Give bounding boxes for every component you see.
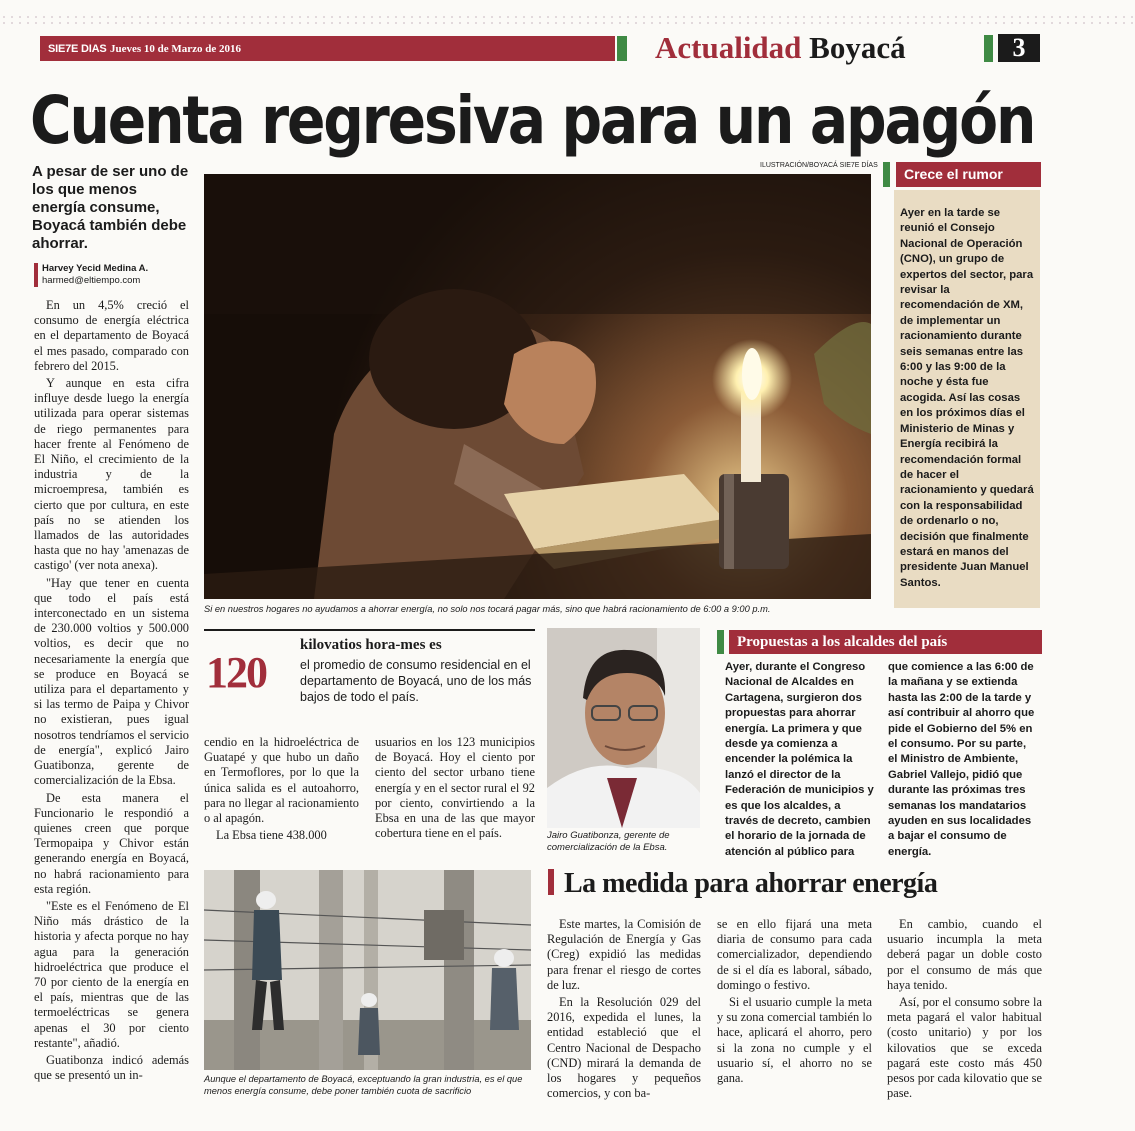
factbox-text: el promedio de consumo residencial en el departamento de Boyacá, uno de los más bajos de todo el país.	[300, 658, 532, 704]
factbox	[300, 637, 535, 705]
medida-column-1	[547, 917, 701, 1103]
section-name: Actualidad	[655, 30, 802, 65]
top-dot-border	[0, 14, 1135, 24]
headline: Cuenta regresiva para un apagón	[30, 82, 1035, 159]
sidebar-text: Ayer en la tarde se reunió el Consejo Nacional de Operación (CNO), un grupo de expertos del sector, para revisar la recomendación de XM, de implementar un racionamiento durante seis semanas entre las 6:00 y las 9:00 de la noche y ésta fue acogida. Así las cosas en los próximos días el Ministerio de Minas y Energía recibirá la recomendación formal de hacer el racionamiento y quedará con la responsabilidad de ordenarlo o no, decisión que finalmente estará en manos del presidente Juan Manuel Santos.	[900, 207, 1034, 589]
medida-column-2	[717, 917, 872, 1088]
factbox-rule	[204, 629, 535, 631]
medida-title	[548, 868, 937, 900]
proposals-accent	[717, 630, 724, 654]
portrait-illustration	[547, 628, 700, 828]
photo-credit: ILUSTRACIÓN/BOYACÁ SIE7E DÍAS	[760, 162, 878, 169]
section-region: Boyacá	[809, 30, 906, 65]
author-email: harmed@eltiempo.com	[42, 275, 141, 286]
issue-date: Jueves 10 de Marzo de 2016	[110, 42, 242, 55]
paragraph: En un 4,5% creció el consumo de energía eléctrica en el departamento de Boyacá el mes pasado, comparado con febrero del 2015.	[34, 298, 189, 373]
portrait-photo	[547, 628, 700, 828]
paragraph: En la Resolución 029 del 2016, expedida el lunes, la entidad estableció que el Centro Nacional de Despacho (CND) mirará la demanda de los hogares y pequeños comercios, y con ba-	[547, 995, 701, 1101]
proposals-title: Propuestas a los alcaldes del país	[729, 630, 1042, 654]
paragraph: Si el usuario cumple la meta y su zona comercial también lo hace, aplicará el ahorro, pero si la zona no cumple y el usuario sí, el ahorro no se gana.	[717, 995, 872, 1086]
factbox-number: 120	[206, 648, 266, 697]
section-title	[655, 30, 906, 66]
article-column-1	[34, 298, 189, 1085]
article-column-2	[204, 735, 359, 845]
linemen-illustration	[204, 870, 531, 1070]
portrait-caption: Jairo Guatibonza, gerente de comercialización de la Ebsa.	[547, 830, 670, 853]
masthead-accent	[617, 36, 627, 61]
paragraph: Guatibonza indicó además que se presentó un in-	[34, 1052, 189, 1083]
main-photo	[204, 174, 871, 599]
paragraph: "Hay que tener en cuenta que todo el país está interconectado en un sistema de 230.000 voltios y 500.000 voltios, es decir que no necesariamente la energía que se produce en Boyacá se utiliza para el departamento y si las termo de Paipa y Chivor no existieran, pues igual nosotros tendríamos el servicio de energía", explicó Jairo Guatibonza, gerente de comercialización de la Ebsa.	[34, 575, 189, 788]
workers-photo-caption: Aunque el departamento de Boyacá, exceptuando la gran industria, es el que menos energía consume, debe poner también cuota de sacrificio	[204, 1074, 523, 1096]
paragraph: "Este es el Fenómeno de El Niño más drástico de la historia y afecta porque no hay agua para la generación hidroeléctrica que produce el 70 por ciento de la energía en el país, mientras que de las termoeléctricas se genera apenas el 30 por ciento restante", añadió.	[34, 898, 189, 1050]
medida-title-text: La medida para ahorrar energía	[564, 868, 938, 899]
article-column-3	[375, 735, 535, 843]
medida-accent	[548, 869, 554, 895]
paragraph: En cambio, cuando el usuario incumpla la meta deberá pagar un doble costo por el consumo de más que haya tenido.	[887, 917, 1042, 992]
main-photo-caption: Si en nuestros hogares no ayudamos a ahorrar energía, no solo nos tocará pagar más, sino que habrá racionamiento de 6:00 a 9:00 p.m.	[204, 604, 771, 614]
paragraph: usuarios en los 123 municipios de Boyacá. Hoy el ciento por ciento del sector urbano tiene energía y en el sector rural el 92 por ciento, convirtiendo a la Ebsa en una de las que mayor cobertura tiene en el país.	[375, 735, 535, 841]
paragraph: Así, por el consumo sobre la meta pagará el valor habitual (costo unitario) y por los kilovatios que se exceda pagará este costo más 450 pesos por cada kilovatio que se pase.	[887, 995, 1042, 1101]
paragraph: La Ebsa tiene 438.000	[216, 828, 327, 843]
proposals-column-1: Ayer, durante el Congreso Nacional de Alcaldes en Cartagena, surgieron dos propuestas para ahorrar energía. La primera y que desde ya comienza a encender la polémica la lanzó el director de la Federación de municipios y es que los alcaldes, a través de decreto, cambien el horario de la jornada de atención al público para	[725, 661, 874, 858]
author-name: Harvey Yecid Medina A.	[42, 263, 149, 274]
proposals-column-2: que comience a las 6:00 de la mañana y se extienda hasta las 2:00 de la tarde y así contribuir al ahorro que pide el Gobierno del 5% en el consumo. Por su parte, el Ministro de Ambiente, Gabriel Vallejo, pidió que durante las próximas tres semanas los mandatarios ayuden en sus localidades a bajar el consumo de energía.	[888, 661, 1035, 858]
workers-photo	[204, 870, 531, 1070]
paragraph: Este martes, la Comisión de Regulación de Energía y Gas (Creg) expidió las medidas para frenar el riesgo de cortes de luz.	[547, 917, 701, 992]
page-number: 3	[998, 34, 1040, 62]
sidebar-accent	[883, 162, 890, 187]
candle-study-illustration	[204, 174, 871, 599]
masthead-bar	[40, 36, 615, 61]
factbox-title: kilovatios hora-mes es	[300, 637, 442, 653]
medida-column-3	[887, 917, 1042, 1103]
paragraph: De esta manera el Funcionario le respondió a quienes creen que porque Termopaipa y Chivor están generando energía en Boyacá, no habrá racionamiento para esta región.	[34, 790, 189, 896]
page-accent	[984, 35, 993, 62]
deck: A pesar de ser uno de los que menos energía consume, Boyacá también debe ahorrar.	[32, 163, 189, 252]
publication-name: SIE7E DIAS	[48, 42, 107, 55]
sidebar-title: Crece el rumor	[896, 162, 1041, 187]
paragraph: Y aunque en esta cifra influye desde luego la energía utilizada para operar sistemas de riego permanentes para hacer frente al Fenómeno de El Niño, el crecimiento de la industria y de la microempresa, también es cierto que por cultura, en este país no se atienden los llamados de las autoridades hasta que no hay 'amenazas de castigo' (ver nota anexa).	[34, 376, 189, 573]
paragraph: se en ello fijará una meta diaria de consumo para cada comercializador, dependiendo de si el día es laboral, sábado, domingo o festivo.	[717, 917, 872, 992]
paragraph: cendio en la hidroeléctrica de Guatapé y que hubo un daño en Termoflores, por lo que la única salida es el autoahorro, para no llegar al racionamiento o al apagón.	[204, 735, 359, 826]
byline	[34, 263, 148, 287]
